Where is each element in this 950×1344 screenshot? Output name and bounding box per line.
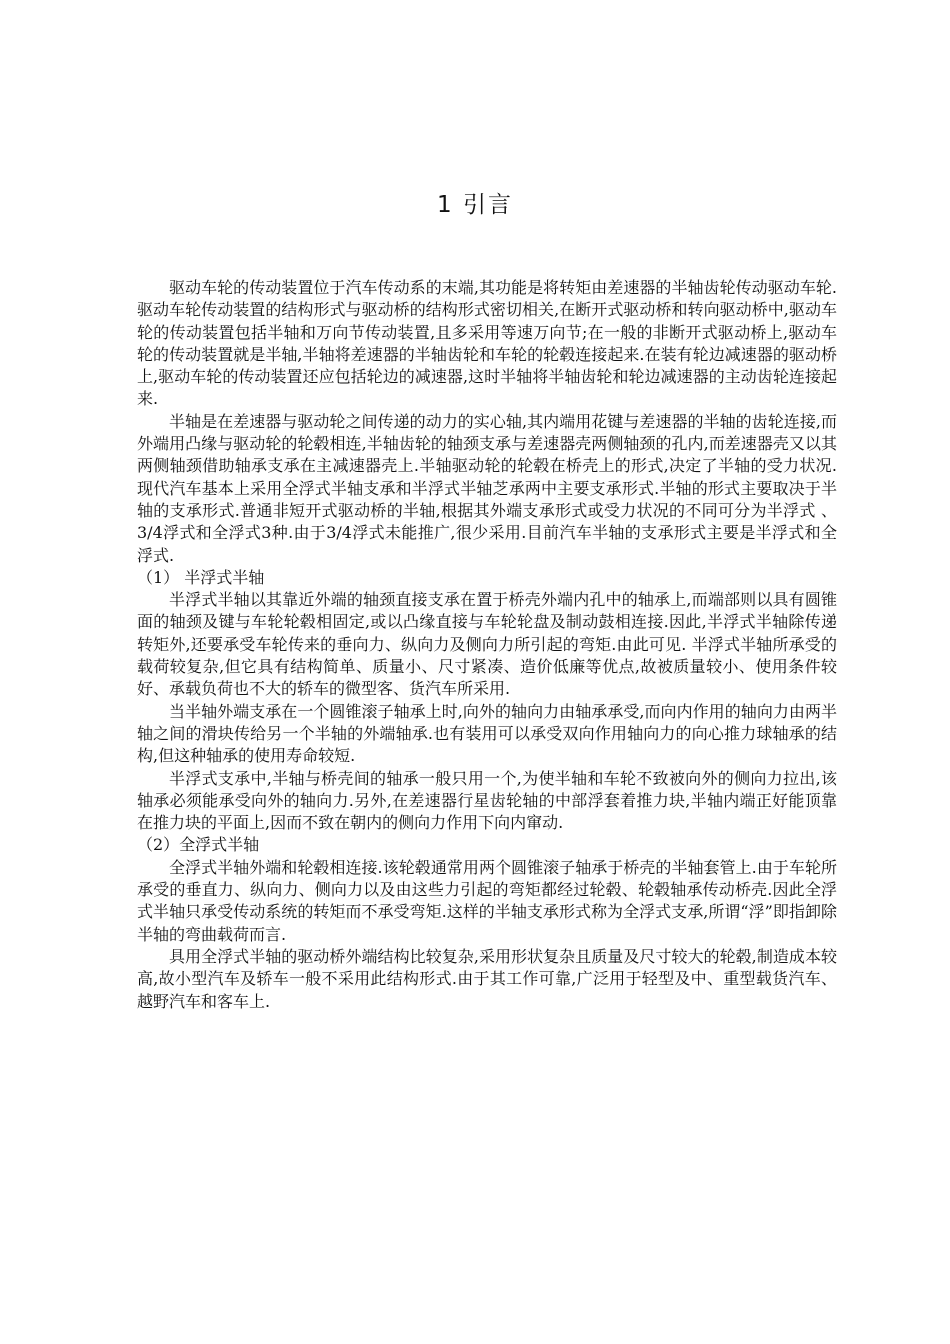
paragraph-semi-floating-3: 半浮式支承中,半轴与桥壳间的轴承一般只用一个,为使半轴和车轮不致被向外的侧向力拉出,该轴承必须能承受向外的轴向力.另外,在差速器行星齿轮轴的中部浮套着推力块,半轴内端正好能顶靠在推力块的平面上,因而不致在朝内的侧向力作用下向内窜动.: [137, 768, 837, 833]
paragraph-full-floating-2: 具用全浮式半轴的驱动桥外端结构比较复杂,采用形状复杂且质量及尺寸较大的轮毂,制造成本较高,故小型汽车及轿车一般不采用此结构形式.由于其工作可靠,广泛用于轻型及中、重型载货汽车、越野汽车和客车上.: [137, 946, 837, 1011]
paragraph-half-shaft: 半轴是在差速器与驱动轮之间传递的动力的实心轴,其内端用花键与差速器的半轴的齿轮连接,而外端用凸缘与驱动轮的轮毂相连,半轴齿轮的轴颈支承与差速器壳两侧轴颈的孔内,而差速器壳又以其两侧轴颈借助轴承支承在主减速器壳上.半轴驱动轮的轮毂在桥壳上的形式,决定了半轴的受力状况.现代汽车基本上采用全浮式半轴支承和半浮式半轴芝承两中主要支承形式.半轴的形式主要取决于半轴的支承形式.普通非短开式驱动桥的半轴,根据其外端支承形式或受力状况的不同可分为半浮式 、3/4浮式和全浮式3种.由于3/4浮式未能推广,很少采用.目前汽车半轴的支承形式主要是半浮式和全浮式.: [137, 411, 837, 565]
section-heading-full-floating: （2）全浮式半轴: [137, 835, 260, 855]
document-body: [137, 277, 837, 1013]
section-heading-semi-floating: （1） 半浮式半轴: [137, 567, 265, 587]
paragraph-intro: 驱动车轮的传动装置位于汽车传动系的末端,其功能是将转矩由差速器的半轴齿轮传动驱动车轮.驱动车轮传动装置的结构形式与驱动桥的结构形式密切相关,在断开式驱动桥和转向驱动桥中,驱动车轮的传动装置包括半轴和万向节传动装置,且多采用等速万向节;在一般的非断开式驱动桥上,驱动车轮的传动装置就是半轴,半轴将差速器的半轴齿轮和车轮的轮毂连接起来.在装有轮边减速器的驱动桥上,驱动车轮的传动装置还应包括轮边的减速器,这时半轴将半轴齿轮和轮边减速器的主动齿轮连接起来.: [137, 278, 837, 409]
chapter-title: 1 引言: [437, 192, 513, 218]
paragraph-semi-floating-2: 当半轴外端支承在一个圆锥滚子轴承上时,向外的轴向力由轴承承受,而向内作用的轴向力由两半轴之间的滑块传给另一个半轴的外端轴承.也有装用可以承受双向作用轴向力的向心推力球轴承的结构,但这种轴承的使用寿命较短.: [137, 701, 837, 766]
paragraph-full-floating-1: 全浮式半轴外端和轮毂相连接.该轮毂通常用两个圆锥滚子轴承于桥壳的半轴套管上.由于车轮所承受的垂直力、纵向力、侧向力以及由这些力引起的弯矩都经过轮毂、轮毂轴承传动桥壳.因此全浮式半轴只承受传动系统的转矩而不承受弯矩.这样的半轴支承形式称为全浮式支承,所谓“浮”即指卸除半轴的弯曲载荷而言.: [137, 857, 837, 944]
paragraph-semi-floating-1: 半浮式半轴以其靠近外端的轴颈直接支承在置于桥壳外端内孔中的轴承上,而端部则以具有圆锥面的轴颈及键与车轮轮毂相固定,或以凸缘直接与车轮轮盘及制动鼓相连接.因此,半浮式半轴除传递转矩外,还要承受车轮传来的垂向力、纵向力及侧向力所引起的弯矩.由此可见. 半浮式半轴所承受的载荷较复杂,但它具有结构简单、质量小、尺寸紧凑、造价低廉等优点,故被质量较小、使用条件较好、承载负荷也不大的轿车的微型客、货汽车所采用.: [137, 590, 837, 699]
